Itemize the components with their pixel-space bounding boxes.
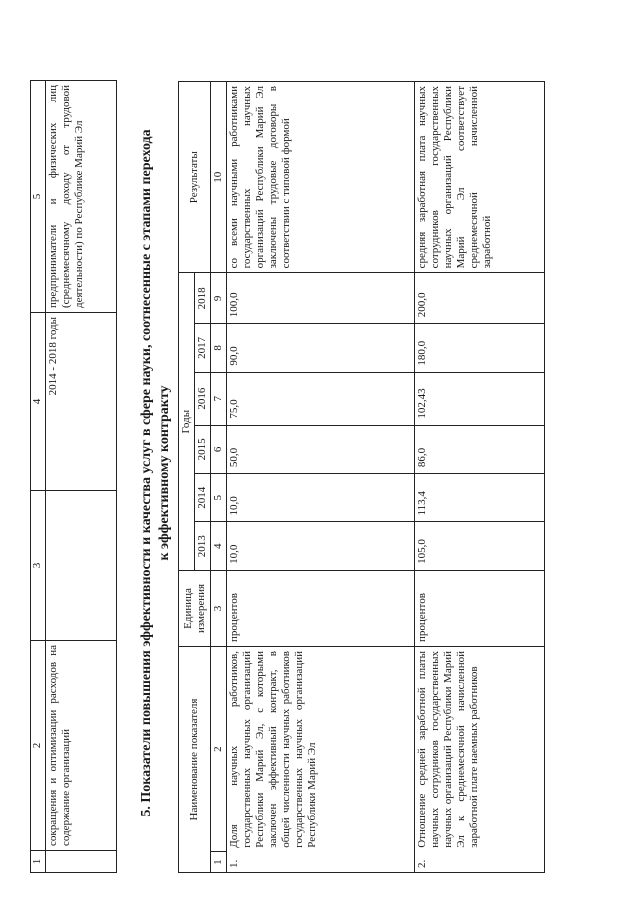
rotated-sheet: [30, 28, 605, 873]
value-2013: 105,0: [415, 522, 545, 570]
value-2018: 100,0: [227, 273, 415, 324]
head-years: Годы: [179, 273, 195, 571]
section-title-line: к эффективному контракту: [157, 385, 172, 561]
table1-colnum: 3: [31, 491, 46, 641]
colnum-cell: 5: [211, 474, 227, 522]
colnum-cell: 10: [211, 82, 227, 273]
table1-colnum: 2: [31, 641, 46, 851]
table-row: [227, 82, 415, 873]
section-title: [138, 93, 174, 853]
table1-colnum: 5: [31, 81, 46, 313]
table1-cell: [46, 491, 117, 641]
table1-colnum: 4: [31, 313, 46, 491]
year-cell: 2013: [195, 522, 211, 570]
head-name: Наименование показателя: [179, 647, 211, 873]
head-results: Результаты: [179, 82, 211, 273]
table1-row: [46, 81, 117, 873]
table1-colnum: 1: [31, 851, 46, 873]
year-cell: 2015: [195, 425, 211, 473]
table1-indicator-text: предприниматели и физических лиц (среднемесячному доходу от трудовой деятельности) по Республике Марий Эл: [46, 81, 117, 313]
value-2016: 102,43: [415, 372, 545, 425]
colnum-cell: 6: [211, 425, 227, 473]
value-2014: 113,4: [415, 474, 545, 522]
value-2013: 10,0: [227, 522, 415, 570]
table1-cell: [46, 851, 117, 873]
indicator-result: со всеми научными работниками государственных научных организаций Республики Марий Эл заключены трудовые договоры в соответствии с типовой формой: [227, 82, 415, 273]
year-cell: 2017: [195, 324, 211, 372]
colnum-cell: 4: [211, 522, 227, 570]
table1-measure-text: сокращения и оптимизации расходов на содержание организаций: [46, 641, 117, 851]
table2-header-row: [179, 82, 195, 873]
table1-header-row: [31, 81, 46, 873]
indicator-result: средняя заработная плата научных сотрудников государственных научных организаций Республики Марий Эл соответствует среднемесячной начисленной заработной: [415, 82, 545, 273]
row-number: 2.: [415, 852, 545, 873]
value-2016: 75,0: [227, 372, 415, 425]
section-title-line: 5. Показатели повышения эффективности и качества услуг в сфере науки, соотнесенные с этапами перехода: [139, 129, 154, 817]
table2-colnum-row: [211, 82, 227, 873]
value-2014: 10,0: [227, 474, 415, 522]
table1-period: 2014 - 2018 годы: [46, 313, 117, 491]
indicator-unit: процентов: [227, 570, 415, 646]
head-unit: Единица измерения: [179, 570, 211, 646]
table-row: [415, 82, 545, 873]
indicator-unit: процентов: [415, 570, 545, 646]
indicator-name: Отношение средней заработной платы научных сотрудников государственных научных организаций Республики Марий Эл к среднемесячной начисленной заработной плате наемных работников: [415, 647, 545, 852]
value-2015: 86,0: [415, 425, 545, 473]
colnum-cell: 1: [211, 852, 227, 873]
year-cell: 2016: [195, 372, 211, 425]
year-cell: 2018: [195, 273, 211, 324]
indicator-name: Доля научных работников, государственных научных организаций Республики Марий Эл, с которыми заключен эффективный контракт, в общей численности научных работников государственных научных организаций Республики Марий Эл: [227, 647, 415, 852]
colnum-cell: 3: [211, 570, 227, 646]
indicators-table: [178, 81, 545, 873]
value-2018: 200,0: [415, 273, 545, 324]
year-cell: 2014: [195, 474, 211, 522]
value-2015: 50,0: [227, 425, 415, 473]
continuation-table: [30, 80, 117, 873]
value-2017: 90,0: [227, 324, 415, 372]
colnum-cell: 7: [211, 372, 227, 425]
row-number: 1.: [227, 852, 415, 873]
colnum-cell: 2: [211, 647, 227, 852]
value-2017: 180,0: [415, 324, 545, 372]
colnum-cell: 9: [211, 273, 227, 324]
colnum-cell: 8: [211, 324, 227, 372]
